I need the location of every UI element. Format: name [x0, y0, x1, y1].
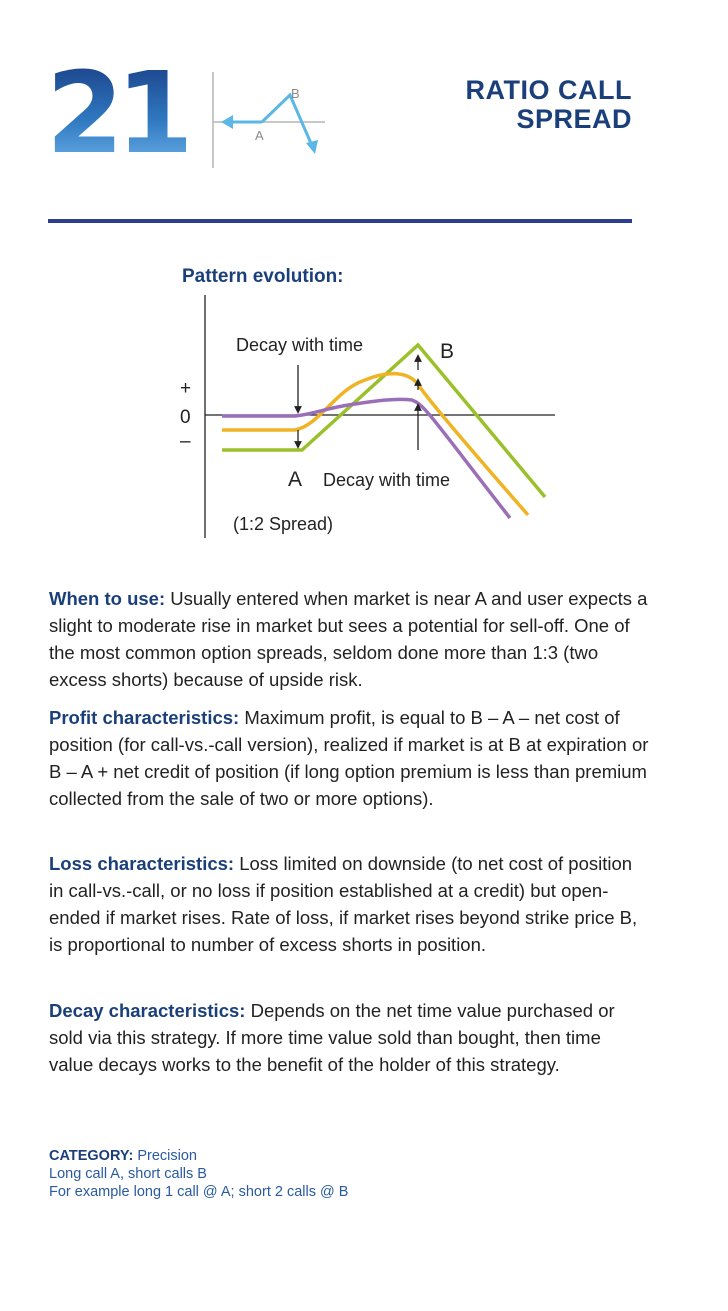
decay-label-top: Decay with time [236, 335, 364, 355]
title-divider [48, 219, 632, 223]
category-line [49, 1147, 649, 1165]
loss-text: Loss limited on downside (to net cost of position in call-vs.-call, or no loss if position established at a credit) but open-ended if market rises. Rate of loss, if market rises beyond strike price B, is proportional to number of excess shorts in position. [49, 853, 638, 955]
minus-label: – [180, 431, 191, 452]
loss-section [49, 850, 649, 958]
category-label: CATEGORY: [49, 1148, 134, 1164]
orange-curve-midterm [222, 374, 528, 515]
arrow-left-icon [221, 115, 233, 129]
profit-label: Profit characteristics: [49, 707, 240, 728]
icon-label-a: A [255, 128, 264, 143]
when-to-use-section [49, 585, 649, 693]
profit-section [49, 704, 649, 812]
pattern-evolution-diagram [170, 290, 570, 550]
decay-section [49, 997, 649, 1078]
strategy-title-line1: RATIO CALL [465, 75, 632, 105]
strategy-title-line2: SPREAD [516, 104, 632, 134]
category-value: Precision [133, 1148, 197, 1164]
label-a: A [288, 468, 303, 491]
decay-text: Depends on the net time value purchased or sold via this strategy. If more time value sold than bought, then time value decays works to the benefit of the holder of this strategy. [49, 1000, 615, 1075]
strategy-number: 21 [46, 49, 186, 179]
icon-label-b: B [291, 86, 300, 101]
category-footer [49, 1147, 649, 1201]
decay-label-bottom: Decay with time [323, 470, 451, 490]
strategy-title [392, 76, 632, 134]
payoff-icon [205, 70, 335, 170]
ratio-label: (1:2 Spread) [233, 514, 334, 534]
loss-label: Loss characteristics: [49, 853, 235, 874]
plus-label: + [180, 378, 192, 399]
when-to-use-text: Usually entered when market is near A and user expects a slight to moderate rise in market but sees a potential for sell-off. One of the most common option spreads, seldom done more than 1:3 (two excess shorts) because of upside risk. [49, 588, 648, 690]
label-b: B [440, 340, 455, 363]
profit-text: Maximum profit, is equal to B – A – net cost of position (for call-vs.-call version), realized if market is at B at expiration or B – A + net credit of position (if long option premium is less than premium collected from the sale of two or more options). [49, 707, 649, 809]
arrow-down-icon [306, 140, 318, 154]
purple-curve-initial [222, 399, 510, 518]
when-to-use-label: When to use: [49, 588, 166, 609]
zero-label: 0 [180, 407, 191, 428]
decay-label: Decay characteristics: [49, 1000, 246, 1021]
position-example: For example long 1 call @ A; short 2 calls @ B [49, 1184, 349, 1200]
pattern-evolution-title: Pattern evolution: [182, 266, 344, 287]
position-description: Long call A, short calls B [49, 1166, 207, 1182]
